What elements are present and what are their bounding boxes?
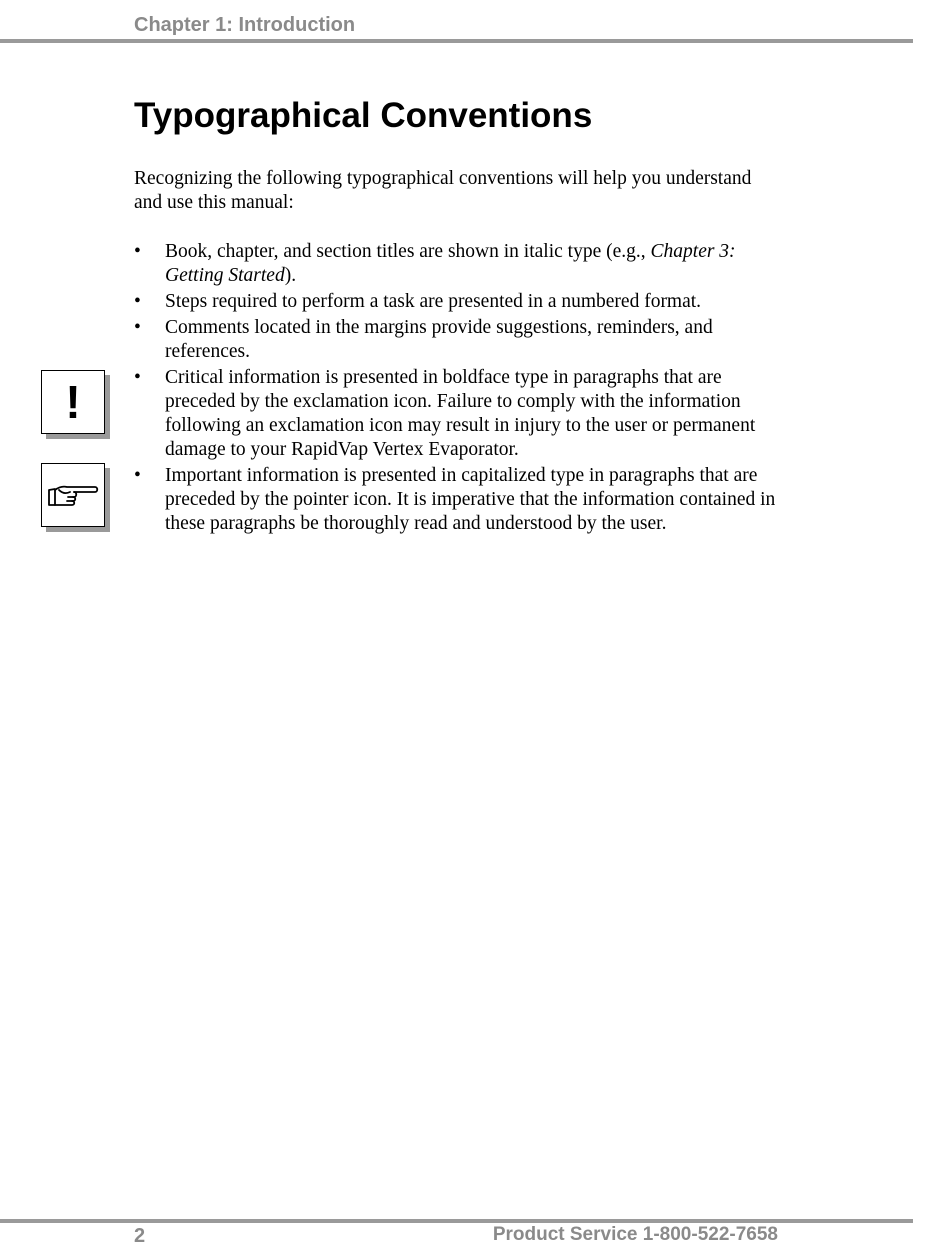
bullet-icon: • [134, 241, 141, 262]
page-number: 2 [134, 1225, 146, 1247]
bullet-icon: • [134, 317, 141, 338]
bullet-icon: • [134, 291, 141, 312]
list-item [134, 464, 794, 536]
list-item-text-italic: Chapter 3: Getting Started [165, 241, 736, 286]
list-item-text: Steps required to perform a task are presented in a numbered format. [165, 291, 702, 312]
page-title: Typographical Conventions [134, 96, 593, 135]
footer-product-service: Product Service 1-800-522-7658 [492, 1224, 778, 1245]
list-item-text-start: Book, chapter, and section titles are shown in italic type (e.g., [165, 241, 651, 262]
conventions-list [134, 240, 794, 538]
list-item [134, 240, 794, 288]
intro-paragraph: Recognizing the following typographical conventions will help you understand and use this manual: [134, 168, 752, 213]
list-item [134, 290, 794, 314]
header-rule [0, 39, 913, 43]
footer-rule [0, 1219, 913, 1223]
list-item-text: Critical information is presented in boldface type in paragraphs that are preceded by the exclamation icon. Failure to comply with the information following an exclamation icon may result in injury to the user or permanent damage to your RapidVap Vertex Evaporator. [165, 367, 756, 460]
exclamation-icon [41, 370, 105, 434]
bullet-icon: • [134, 367, 141, 388]
list-item-text-end: ). [284, 265, 297, 286]
exclamation-glyph: ! [65, 376, 81, 428]
list-item-text: Comments located in the margins provide suggestions, reminders, and references. [165, 317, 713, 362]
list-item-text: Important information is presented in capitalized type in paragraphs that are preceded by the pointer icon. It is imperative that the information contained in these paragraphs be thoroughly read and understood by the user. [165, 465, 776, 534]
list-item [134, 366, 794, 462]
pointing-hand-icon [41, 463, 105, 527]
running-header-title: Chapter 1: Introduction [134, 14, 356, 36]
list-item [134, 316, 794, 364]
pointing-hand-icon-graphic [46, 478, 100, 512]
list-item-text [165, 241, 736, 286]
bullet-icon: • [134, 465, 141, 486]
